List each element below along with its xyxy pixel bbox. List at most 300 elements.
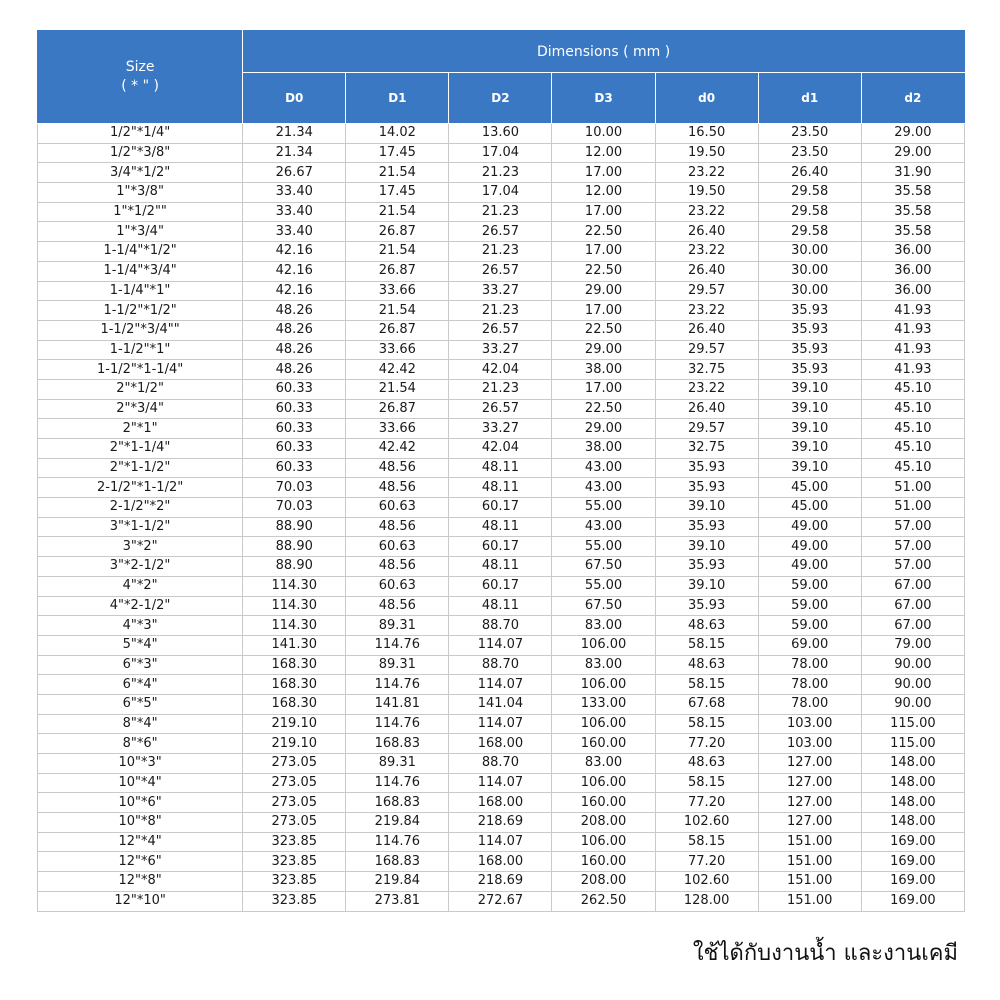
dimension-cell: 273.05 (243, 793, 346, 813)
table-row (38, 714, 965, 734)
size-cell: 10"*3" (38, 754, 243, 774)
size-cell: 1"*3/4" (38, 222, 243, 242)
dimension-cell: 30.00 (758, 242, 861, 262)
dimension-cell: 106.00 (552, 773, 655, 793)
dimension-cell: 219.84 (346, 872, 449, 892)
dimension-cell: 17.45 (346, 143, 449, 163)
dimension-cell: 49.00 (758, 537, 861, 557)
dimension-cell: 43.00 (552, 458, 655, 478)
dimension-cell: 114.07 (449, 635, 552, 655)
dimension-cell: 88.90 (243, 537, 346, 557)
dimension-cell: 39.10 (655, 576, 758, 596)
dimension-cell: 21.54 (346, 379, 449, 399)
dimension-cell: 45.10 (861, 379, 964, 399)
dimension-cell: 48.56 (346, 596, 449, 616)
dimension-cell: 21.23 (449, 163, 552, 183)
size-unit-label: ( * " ) (121, 78, 159, 94)
table-row (38, 517, 965, 537)
dimension-cell: 60.33 (243, 379, 346, 399)
dimension-cell: 90.00 (861, 655, 964, 675)
table-row (38, 281, 965, 301)
dimension-cell: 30.00 (758, 261, 861, 281)
dimension-cell: 29.00 (552, 281, 655, 301)
column-header-d3: D3 (552, 73, 655, 124)
dimension-cell: 32.75 (655, 360, 758, 380)
dimension-cell: 262.50 (552, 891, 655, 911)
dimension-cell: 49.00 (758, 557, 861, 577)
table-row (38, 852, 965, 872)
dimension-cell: 51.00 (861, 478, 964, 498)
column-header-d0: d0 (655, 73, 758, 124)
dimension-cell: 323.85 (243, 872, 346, 892)
dimension-cell: 26.67 (243, 163, 346, 183)
table-row (38, 458, 965, 478)
dimension-cell: 22.50 (552, 261, 655, 281)
dimension-cell: 29.00 (861, 143, 964, 163)
dimension-cell: 35.93 (758, 320, 861, 340)
dimension-cell: 148.00 (861, 773, 964, 793)
dimension-cell: 26.57 (449, 222, 552, 242)
dimension-cell: 67.00 (861, 576, 964, 596)
dimension-cell: 48.11 (449, 478, 552, 498)
table-body (38, 124, 965, 912)
table-row (38, 222, 965, 242)
dimension-cell: 26.40 (655, 222, 758, 242)
dimension-cell: 169.00 (861, 832, 964, 852)
dimension-cell: 45.10 (861, 458, 964, 478)
dimension-cell: 48.11 (449, 557, 552, 577)
dimension-cell: 29.57 (655, 419, 758, 439)
table-row (38, 399, 965, 419)
dimension-cell: 128.00 (655, 891, 758, 911)
size-cell: 2"*1-1/2" (38, 458, 243, 478)
dimension-cell: 60.33 (243, 458, 346, 478)
size-cell: 1-1/2"*1-1/4" (38, 360, 243, 380)
dimension-cell: 21.23 (449, 202, 552, 222)
table-row (38, 813, 965, 833)
dimension-cell: 22.50 (552, 320, 655, 340)
dimension-cell: 39.10 (758, 399, 861, 419)
dimension-cell: 273.05 (243, 773, 346, 793)
dimension-cell: 33.66 (346, 340, 449, 360)
table-row (38, 124, 965, 144)
dimension-cell: 127.00 (758, 793, 861, 813)
dimension-cell: 33.40 (243, 183, 346, 203)
table-row (38, 655, 965, 675)
dimension-cell: 26.57 (449, 261, 552, 281)
dimension-cell: 22.50 (552, 399, 655, 419)
dimension-cell: 39.10 (758, 458, 861, 478)
dimension-cell: 43.00 (552, 517, 655, 537)
dimension-cell: 33.27 (449, 281, 552, 301)
size-cell: 6"*3" (38, 655, 243, 675)
dimension-cell: 21.34 (243, 143, 346, 163)
table-row (38, 635, 965, 655)
dimension-cell: 219.84 (346, 813, 449, 833)
dimensions-group-header: Dimensions ( mm ) (243, 31, 965, 73)
table-row (38, 379, 965, 399)
dimension-cell: 29.58 (758, 202, 861, 222)
dimension-cell: 38.00 (552, 360, 655, 380)
column-header-d2: D2 (449, 73, 552, 124)
size-cell: 1-1/4"*1" (38, 281, 243, 301)
dimension-cell: 36.00 (861, 242, 964, 262)
dimension-cell: 127.00 (758, 773, 861, 793)
dimension-cell: 14.02 (346, 124, 449, 144)
size-cell: 4"*3" (38, 616, 243, 636)
dimension-cell: 114.30 (243, 576, 346, 596)
dimension-cell: 114.30 (243, 616, 346, 636)
column-header-d1: D1 (346, 73, 449, 124)
dimension-cell: 83.00 (552, 616, 655, 636)
column-header-d1: d1 (758, 73, 861, 124)
column-header-d2: d2 (861, 73, 964, 124)
dimension-cell: 151.00 (758, 891, 861, 911)
dimension-cell: 218.69 (449, 872, 552, 892)
dimension-cell: 17.04 (449, 183, 552, 203)
table-row (38, 439, 965, 459)
dimension-cell: 17.00 (552, 379, 655, 399)
dimension-cell: 148.00 (861, 754, 964, 774)
table-row (38, 557, 965, 577)
dimension-cell: 127.00 (758, 754, 861, 774)
dimension-cell: 21.23 (449, 301, 552, 321)
dimension-cell: 31.90 (861, 163, 964, 183)
dimension-cell: 77.20 (655, 734, 758, 754)
size-cell: 8"*6" (38, 734, 243, 754)
dimension-cell: 33.40 (243, 222, 346, 242)
table-row (38, 360, 965, 380)
dimension-cell: 168.30 (243, 675, 346, 695)
header-row-group (38, 31, 965, 73)
dimension-cell: 26.40 (655, 399, 758, 419)
table-row (38, 537, 965, 557)
dimension-cell: 219.10 (243, 714, 346, 734)
dimension-cell: 35.93 (655, 458, 758, 478)
dimension-cell: 90.00 (861, 675, 964, 695)
dimension-cell: 151.00 (758, 872, 861, 892)
dimension-cell: 39.10 (758, 439, 861, 459)
dimension-cell: 70.03 (243, 498, 346, 518)
dimension-cell: 48.56 (346, 557, 449, 577)
dimension-cell: 102.60 (655, 813, 758, 833)
dimension-cell: 35.58 (861, 183, 964, 203)
dimension-cell: 35.93 (758, 340, 861, 360)
dimension-cell: 42.16 (243, 281, 346, 301)
table-row (38, 675, 965, 695)
dimension-cell: 21.54 (346, 301, 449, 321)
dimension-cell: 106.00 (552, 832, 655, 852)
table-row (38, 498, 965, 518)
dimension-cell: 23.22 (655, 163, 758, 183)
dimension-cell: 168.30 (243, 694, 346, 714)
dimension-cell: 17.00 (552, 163, 655, 183)
table-row (38, 163, 965, 183)
dimension-cell: 39.10 (758, 419, 861, 439)
dimension-cell: 59.00 (758, 596, 861, 616)
dimension-cell: 35.58 (861, 222, 964, 242)
dimension-cell: 41.93 (861, 360, 964, 380)
dimension-cell: 42.42 (346, 439, 449, 459)
dimension-cell: 23.22 (655, 202, 758, 222)
dimension-cell: 67.50 (552, 596, 655, 616)
dimension-cell: 41.93 (861, 340, 964, 360)
table-row (38, 143, 965, 163)
dimension-cell: 58.15 (655, 714, 758, 734)
dimension-cell: 29.00 (552, 340, 655, 360)
dimension-cell: 26.40 (758, 163, 861, 183)
dimension-cell: 21.54 (346, 163, 449, 183)
dimension-cell: 42.16 (243, 261, 346, 281)
dimension-cell: 67.68 (655, 694, 758, 714)
dimension-cell: 32.75 (655, 439, 758, 459)
table-row (38, 832, 965, 852)
dimension-cell: 41.93 (861, 320, 964, 340)
dimension-cell: 48.56 (346, 517, 449, 537)
table-row (38, 891, 965, 911)
table-row (38, 694, 965, 714)
dimension-cell: 58.15 (655, 832, 758, 852)
dimension-cell: 58.15 (655, 675, 758, 695)
dimension-cell: 30.00 (758, 281, 861, 301)
table-row (38, 202, 965, 222)
dimension-cell: 60.63 (346, 537, 449, 557)
dimension-cell: 39.10 (758, 379, 861, 399)
dimension-cell: 67.50 (552, 557, 655, 577)
dimension-cell: 103.00 (758, 714, 861, 734)
dimension-cell: 151.00 (758, 832, 861, 852)
dimension-cell: 88.70 (449, 754, 552, 774)
dimension-cell: 35.93 (655, 517, 758, 537)
dimension-cell: 48.56 (346, 458, 449, 478)
dimension-cell: 141.30 (243, 635, 346, 655)
dimension-cell: 38.00 (552, 439, 655, 459)
dimension-cell: 114.76 (346, 675, 449, 695)
dimension-cell: 19.50 (655, 183, 758, 203)
dimension-cell: 29.00 (552, 419, 655, 439)
size-cell: 4"*2-1/2" (38, 596, 243, 616)
table-row (38, 419, 965, 439)
dimension-cell: 45.10 (861, 439, 964, 459)
dimension-cell: 21.54 (346, 202, 449, 222)
dimension-cell: 42.16 (243, 242, 346, 262)
dimension-cell: 42.04 (449, 360, 552, 380)
dimension-cell: 57.00 (861, 557, 964, 577)
dimension-cell: 21.34 (243, 124, 346, 144)
dimension-cell: 114.76 (346, 773, 449, 793)
size-cell: 4"*2" (38, 576, 243, 596)
dimension-cell: 33.27 (449, 340, 552, 360)
size-label: Size (125, 59, 155, 75)
dimension-cell: 218.69 (449, 813, 552, 833)
size-cell: 12"*4" (38, 832, 243, 852)
dimension-cell: 88.70 (449, 616, 552, 636)
size-cell: 3/4"*1/2" (38, 163, 243, 183)
dimension-cell: 17.00 (552, 301, 655, 321)
dimension-cell: 29.00 (861, 124, 964, 144)
table-row (38, 261, 965, 281)
dimension-cell: 273.05 (243, 813, 346, 833)
dimension-cell: 42.42 (346, 360, 449, 380)
dimension-cell: 26.57 (449, 320, 552, 340)
dimension-cell: 13.60 (449, 124, 552, 144)
dimension-cell: 133.00 (552, 694, 655, 714)
dimension-cell: 21.23 (449, 242, 552, 262)
table-header (38, 31, 965, 124)
size-cell: 10"*6" (38, 793, 243, 813)
dimension-cell: 89.31 (346, 754, 449, 774)
dimension-cell: 26.87 (346, 222, 449, 242)
dimension-cell: 35.93 (655, 557, 758, 577)
dimension-cell: 60.17 (449, 498, 552, 518)
dimension-cell: 88.70 (449, 655, 552, 675)
dimension-cell: 83.00 (552, 655, 655, 675)
dimension-cell: 35.93 (758, 360, 861, 380)
table-row (38, 616, 965, 636)
dimension-cell: 48.11 (449, 458, 552, 478)
dimension-cell: 26.40 (655, 320, 758, 340)
size-cell: 12"*10" (38, 891, 243, 911)
table-row (38, 576, 965, 596)
dimension-cell: 89.31 (346, 655, 449, 675)
dimension-cell: 114.76 (346, 635, 449, 655)
dimension-cell: 35.58 (861, 202, 964, 222)
dimension-cell: 70.03 (243, 478, 346, 498)
dimension-cell: 35.93 (655, 596, 758, 616)
dimension-cell: 114.07 (449, 832, 552, 852)
dimension-cell: 17.04 (449, 143, 552, 163)
column-header-d0: D0 (243, 73, 346, 124)
dimension-cell: 48.63 (655, 754, 758, 774)
dimension-cell: 103.00 (758, 734, 861, 754)
dimension-cell: 51.00 (861, 498, 964, 518)
dimension-cell: 29.58 (758, 222, 861, 242)
dimension-cell: 23.22 (655, 301, 758, 321)
dimension-cell: 151.00 (758, 852, 861, 872)
dimension-cell: 55.00 (552, 537, 655, 557)
dimension-cell: 69.00 (758, 635, 861, 655)
dimension-cell: 26.87 (346, 399, 449, 419)
dimension-cell: 168.00 (449, 793, 552, 813)
size-cell: 10"*8" (38, 813, 243, 833)
dimension-cell: 49.00 (758, 517, 861, 537)
dimension-cell: 33.40 (243, 202, 346, 222)
dimension-cell: 23.22 (655, 242, 758, 262)
dimension-cell: 33.66 (346, 419, 449, 439)
dimension-cell: 42.04 (449, 439, 552, 459)
dimension-cell: 88.90 (243, 517, 346, 537)
dimension-cell: 60.33 (243, 419, 346, 439)
usage-note: ใช้ได้กับงานน้ำ และงานเคมี (692, 941, 958, 966)
dimension-cell: 323.85 (243, 891, 346, 911)
dimension-cell: 48.26 (243, 301, 346, 321)
dimension-cell: 114.07 (449, 675, 552, 695)
dimension-cell: 141.81 (346, 694, 449, 714)
dimension-cell: 114.76 (346, 714, 449, 734)
dimension-cell: 88.90 (243, 557, 346, 577)
size-cell: 12"*6" (38, 852, 243, 872)
table-row (38, 872, 965, 892)
dimension-cell: 12.00 (552, 143, 655, 163)
dimension-cell: 36.00 (861, 281, 964, 301)
dimension-cell: 57.00 (861, 537, 964, 557)
size-cell: 1-1/2"*3/4"" (38, 320, 243, 340)
dimension-cell: 45.10 (861, 419, 964, 439)
size-column-header (38, 31, 243, 124)
dimension-cell: 148.00 (861, 813, 964, 833)
dimension-cell: 115.00 (861, 714, 964, 734)
dimension-cell: 160.00 (552, 734, 655, 754)
table-row (38, 793, 965, 813)
dimension-cell: 22.50 (552, 222, 655, 242)
dimension-cell: 60.33 (243, 399, 346, 419)
dimension-cell: 169.00 (861, 852, 964, 872)
dimension-cell: 60.17 (449, 537, 552, 557)
dimension-cell: 58.15 (655, 773, 758, 793)
dimension-cell: 83.00 (552, 754, 655, 774)
dimension-cell: 21.23 (449, 379, 552, 399)
dimension-cell: 17.00 (552, 202, 655, 222)
dimension-cell: 169.00 (861, 891, 964, 911)
dimension-cell: 12.00 (552, 183, 655, 203)
dimension-cell: 160.00 (552, 793, 655, 813)
dimension-cell: 10.00 (552, 124, 655, 144)
dimension-cell: 55.00 (552, 498, 655, 518)
dimension-cell: 45.00 (758, 498, 861, 518)
dimension-cell: 48.63 (655, 616, 758, 636)
dimension-cell: 60.33 (243, 439, 346, 459)
size-cell: 1"*1/2"" (38, 202, 243, 222)
dimension-cell: 39.10 (655, 537, 758, 557)
dimension-cell: 219.10 (243, 734, 346, 754)
dimension-cell: 29.57 (655, 281, 758, 301)
table-row (38, 596, 965, 616)
dimension-cell: 48.11 (449, 596, 552, 616)
dimension-cell: 323.85 (243, 832, 346, 852)
size-cell: 2"*3/4" (38, 399, 243, 419)
size-cell: 3"*2" (38, 537, 243, 557)
size-cell: 8"*4" (38, 714, 243, 734)
dimension-cell: 168.30 (243, 655, 346, 675)
table-row (38, 242, 965, 262)
size-cell: 1-1/4"*3/4" (38, 261, 243, 281)
dimension-cell: 78.00 (758, 655, 861, 675)
table-row (38, 340, 965, 360)
dimension-cell: 77.20 (655, 793, 758, 813)
dimension-cell: 115.00 (861, 734, 964, 754)
table-row (38, 301, 965, 321)
dimension-cell: 78.00 (758, 675, 861, 695)
dimension-cell: 208.00 (552, 872, 655, 892)
dimension-cell: 19.50 (655, 143, 758, 163)
size-cell: 12"*8" (38, 872, 243, 892)
dimension-cell: 106.00 (552, 714, 655, 734)
size-cell: 1-1/4"*1/2" (38, 242, 243, 262)
dimension-cell: 33.66 (346, 281, 449, 301)
dimension-cell: 168.00 (449, 852, 552, 872)
dimension-cell: 168.00 (449, 734, 552, 754)
table-row (38, 734, 965, 754)
dimension-cell: 55.00 (552, 576, 655, 596)
size-cell: 3"*2-1/2" (38, 557, 243, 577)
dimension-cell: 141.04 (449, 694, 552, 714)
dimension-cell: 78.00 (758, 694, 861, 714)
dimension-cell: 60.17 (449, 576, 552, 596)
dimension-cell: 272.67 (449, 891, 552, 911)
dimension-cell: 39.10 (655, 498, 758, 518)
dimension-cell: 114.07 (449, 773, 552, 793)
dimension-cell: 114.30 (243, 596, 346, 616)
